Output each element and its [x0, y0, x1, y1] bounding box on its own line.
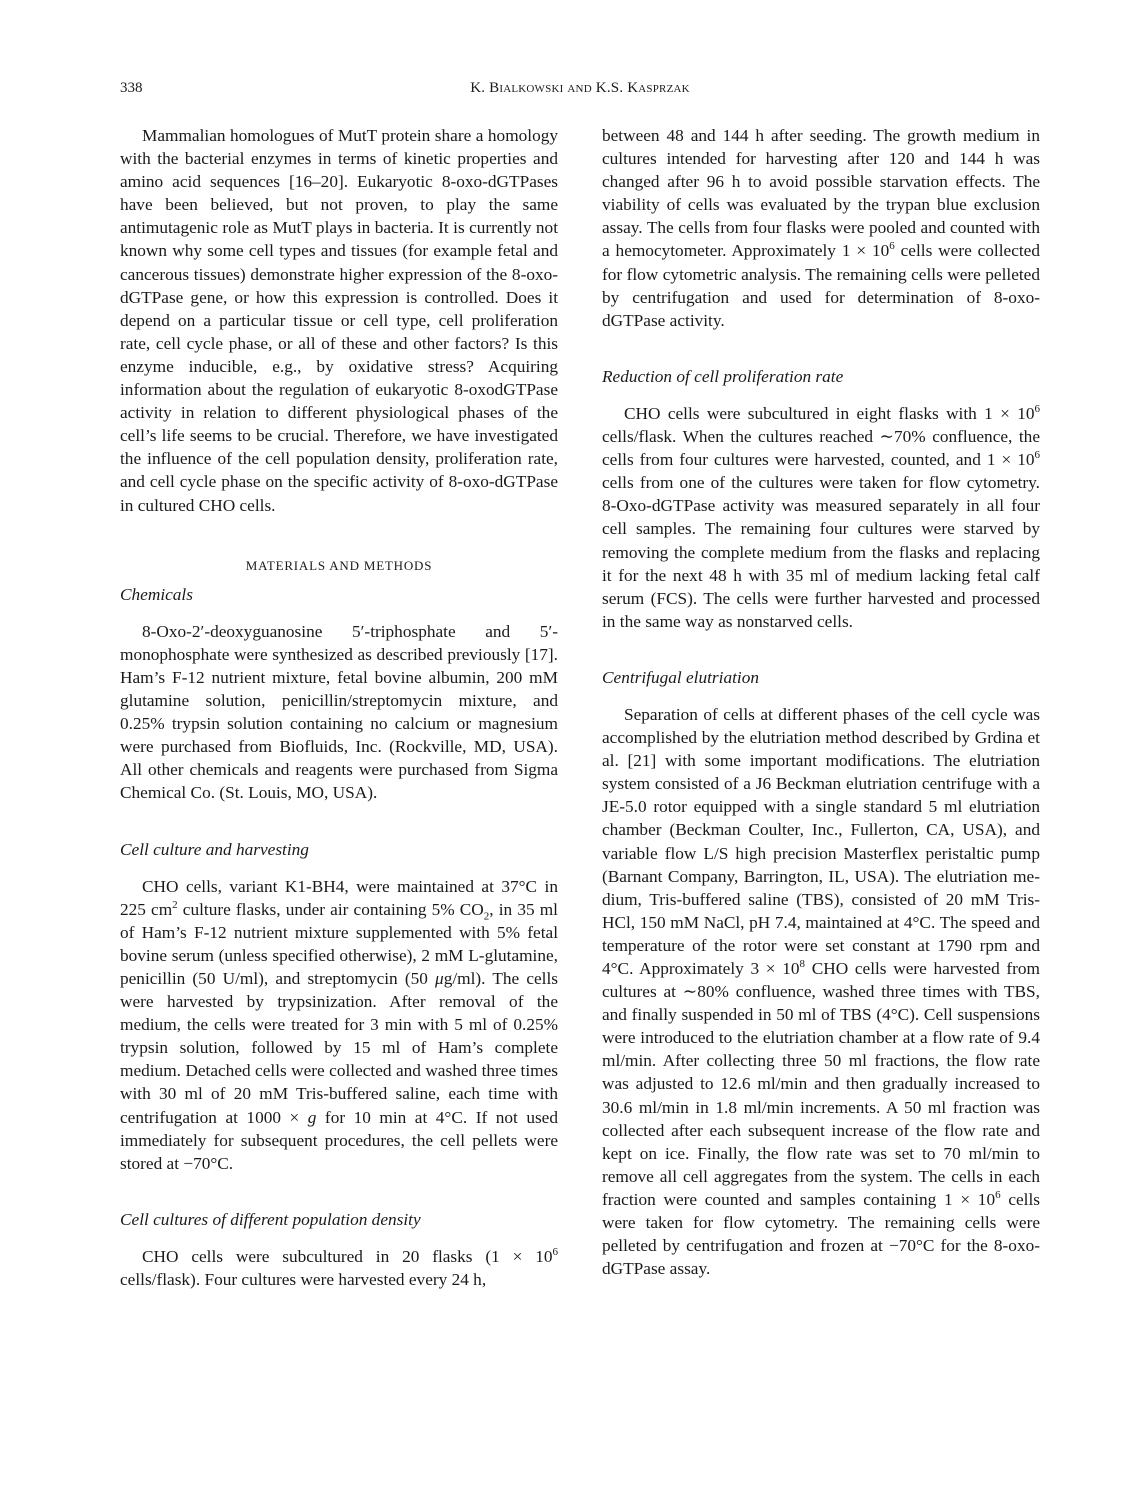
intro-paragraph: Mammalian homologues of MutT protein share a homology with the bacterial enzymes in terms of kinetic properties and amino acid sequences [16–20]. Eukaryotic 8-oxo-dGTPases have been believed, but not proven, to play the same antimutagenic role as MutT plays in bacteria. It is currently not known why some cell types and tissues (for example fetal and cancerous tissues) demonstrate higher expression of the 8-oxo-dGTPase gene, or how this expression is controlled. Does it depend on a particular tissue or cell type, cell proliferation rate, cell cycle phase, or all of these and other factors? Is this enzyme inducible, e.g., by oxidative stress? Acquiring information about the regulation of eukaryotic 8-oxodGTPase activity in relation to different physiological phases of the cell’s life seems to be crucial. Therefore, we have investigated the influence of the cell population density, proliferation rate, and cell cycle phase on the specific activity of 8-oxo-dGTPase in cultured CHO cells. [120, 126, 558, 515]
subheading-centrifugal-elutriation: Centrifugal elutriation [602, 667, 759, 687]
subheading-chemicals: Chemicals [120, 584, 193, 604]
page-number: 338 [120, 80, 143, 96]
subheading-population-density: Cell cultures of different population density [120, 1209, 421, 1229]
left-column [120, 124, 558, 1291]
subheading-reduction-proliferation: Reduction of cell proliferation rate [602, 366, 844, 386]
elutriation-paragraph: Separation of cells at different phases of the cell cycle was accomplished by the elutriation method described by Grdina et al. [21] with some important modifications. The elutriation system consisted of a J6 Beckman elutriation centrifuge with a JE-5.0 rotor equipped with a single standard 5 ml elutriation chamber (Beckman Coulter, Inc., Fullerton, CA, USA), and variable flow L/S high precision Masterflex peristaltic pump (Barnant Company, Barrington, IL, USA). The elutriation medium, Tris-buffered saline (TBS), consisted of 20 mM Tris-HCl, 150 mM NaCl, pH 7.4, maintained at 4°C. The speed and temperature of the rotor were set constant at 1790 rpm and 4°C. Approximately $3 \times 10^8$ CHO cells were harvested from cultures at ∼80% confluence, washed three times with TBS, and finally suspended in 50 ml of TBS (4°C). Cell suspensions were introduced to the elutriation chamber at a flow rate of 9.4 ml/min. After collecting three 50 ml fractions, the flow rate was adjusted to 12.6 ml/min and then gradually increased to 30.6 ml/min in 1.8 ml/min increments. A 50 ml fraction was collected after each subsequent increase of the flow rate and kept on ice. Finally, the flow rate was set to 70 ml/min to remove all cell aggregates from the system. The cells in each fraction were counted and samples containing $1 \times 10^6$ cells were taken for flow cytometry. The remaining cells were pelleted by centrifugation and frozen at −70°C for the 8-oxo-dGTPase assay. [602, 704, 1040, 1279]
running-head-authors: K. Bialkowski and K.S. Kasprzak [470, 80, 690, 96]
page-header [120, 80, 1040, 104]
reduction-paragraph: CHO cells were subcultured in eight flasks with $1 \times 10^6$ cells/flask. When the cultures reached ∼70% confluence, the cells from four cultures were harvested, counted, and $1 \times 10^6$ cells from one of the cultures were taken for flow cytometry. 8-Oxo-dGTPase activity was measured separately in all four cell samples. The remaining four cultures were starved by removing the complete medium from the flasks and replacing it for the next 48 h with 35 ml of medium lacking fetal calf serum (FCS). The cells were further harvested and processed in the same way as nonstarved cells. [602, 403, 1040, 631]
right-column [602, 124, 1040, 1280]
population-density-paragraph: CHO cells were subcultured in 20 flasks ($1 \times 10^6$ cells/flask). Four cultures were harvested every 24 h, [120, 1246, 558, 1290]
chemicals-paragraph: 8-Oxo-2′-deoxyguanosine 5′-triphosphate and 5′-monophosphate were synthesized as described previously [17]. Ham’s F-12 nutrient mixture, fetal bovine albumin, 200 mM glutamine solution, penicillin/streptomycin mixture, and 0.25% trypsin solution containing no calcium or magnesium were purchased from Biofluids, Inc. (Rockville, MD, USA). All other chemicals and reagents were purchased from Sigma Chemical Co. (St. Louis, MO, USA). [120, 621, 558, 803]
subheading-cell-culture: Cell culture and harvesting [120, 839, 309, 859]
density-continued-paragraph: between 48 and 144 h after seeding. The growth medium in cultures intended for harvesting after 120 and 144 h was changed after 96 h to avoid possible starvation effects. The viability of cells was evaluated by the trypan blue exclusion assay. The cells from four flasks were pooled and counted with a hemocytometer. Approximately $1 \times 10^6$ cells were collected for flow cytometric analysis. The remaining cells were pelleted by centrifugation and used for determination of 8-oxo-dGTPase activity. [602, 126, 1040, 330]
section-title-methods: MATERIALS AND METHODS [245, 557, 433, 573]
cell-culture-paragraph: CHO cells, variant K1-BH4, were maintained at 37°C in 225 $cm^2$ culture flasks, under air containing 5% $CO_2$, in 35 ml of Ham’s F-12 nutrient mixture supplemented with 5% fetal bovine serum (unless specified otherwise), 2 mM L-glutamine, penicillin (50 U/ml), and streptomycin (50 μg/ml). The cells were harvested by trypsinization. After removal of the medium, the cells were treated for 3 min with 5 ml of 0.25% trypsin solution, followed by 15 ml of Ham’s complete medium. Detached cells were collected and washed three times with 30 ml of 20 mM Tris-buffered saline, each time with centrifugation at 1000 × g for 10 min at 4°C. If not used immediately for subsequent procedures, the cell pellets were stored at −70°C. [120, 876, 559, 1173]
